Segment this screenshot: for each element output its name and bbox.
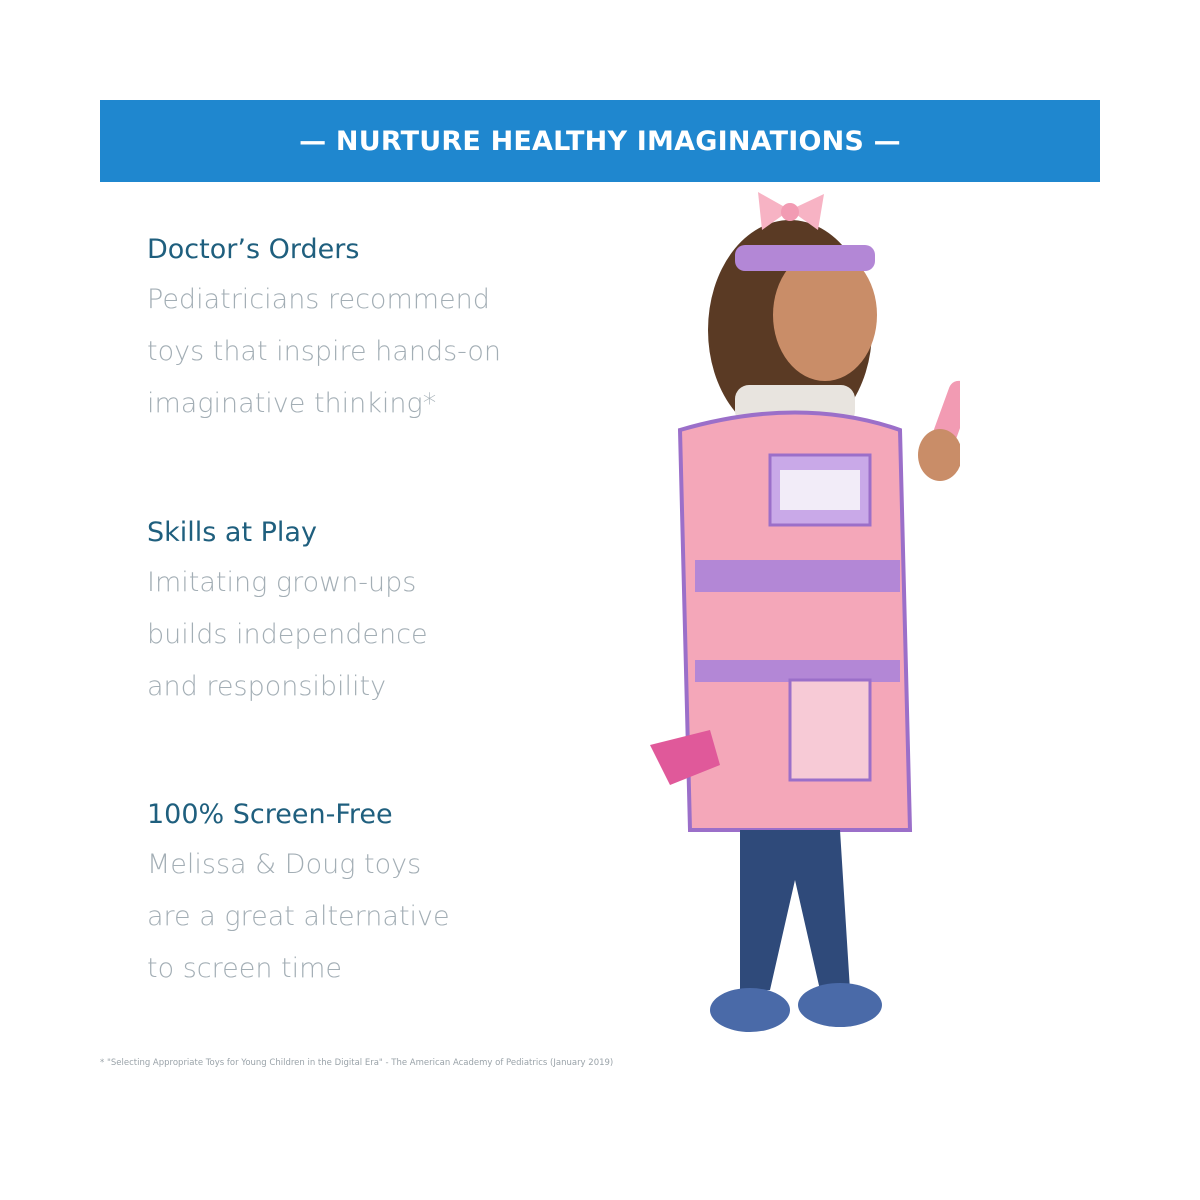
feature-line: imaginative thinking* — [147, 388, 437, 419]
feature-line: and responsibility — [147, 671, 387, 702]
feature-line: toys that inspire hands-on — [147, 336, 502, 367]
tool-pocket — [790, 680, 870, 780]
feature-line: are a great alternative — [147, 901, 450, 932]
feature-line: Melissa & Doug toys — [147, 849, 422, 880]
feature-title: Skills at Play — [147, 517, 317, 548]
feature-doctors-orders — [147, 232, 567, 430]
footnote: * "Selecting Appropriate Toys for Young Children in the Digital Era" - The American Academy of Pediatrics (January 2019) — [100, 1058, 614, 1068]
banner-title: — NURTURE HEALTHY IMAGINATIONS — — [299, 125, 901, 157]
pattern-band — [695, 560, 900, 592]
feature-line: Pediatricians recommend — [147, 284, 490, 315]
jeans — [740, 830, 850, 990]
feature-title: Doctor’s Orders — [147, 234, 360, 265]
shoe — [710, 988, 790, 1032]
feature-screen-free — [147, 797, 567, 995]
feature-skills-at-play — [147, 515, 567, 713]
product-photo — [640, 190, 960, 1050]
feature-line: Imitating grown-ups — [147, 567, 417, 598]
headband — [735, 245, 875, 271]
feature-line: builds independence — [147, 619, 428, 650]
feature-line: to screen time — [147, 953, 343, 984]
feature-title: 100% Screen-Free — [147, 799, 393, 830]
header-banner — [100, 100, 1100, 182]
child-in-costume-illustration — [640, 190, 960, 1050]
shoe — [798, 983, 882, 1027]
